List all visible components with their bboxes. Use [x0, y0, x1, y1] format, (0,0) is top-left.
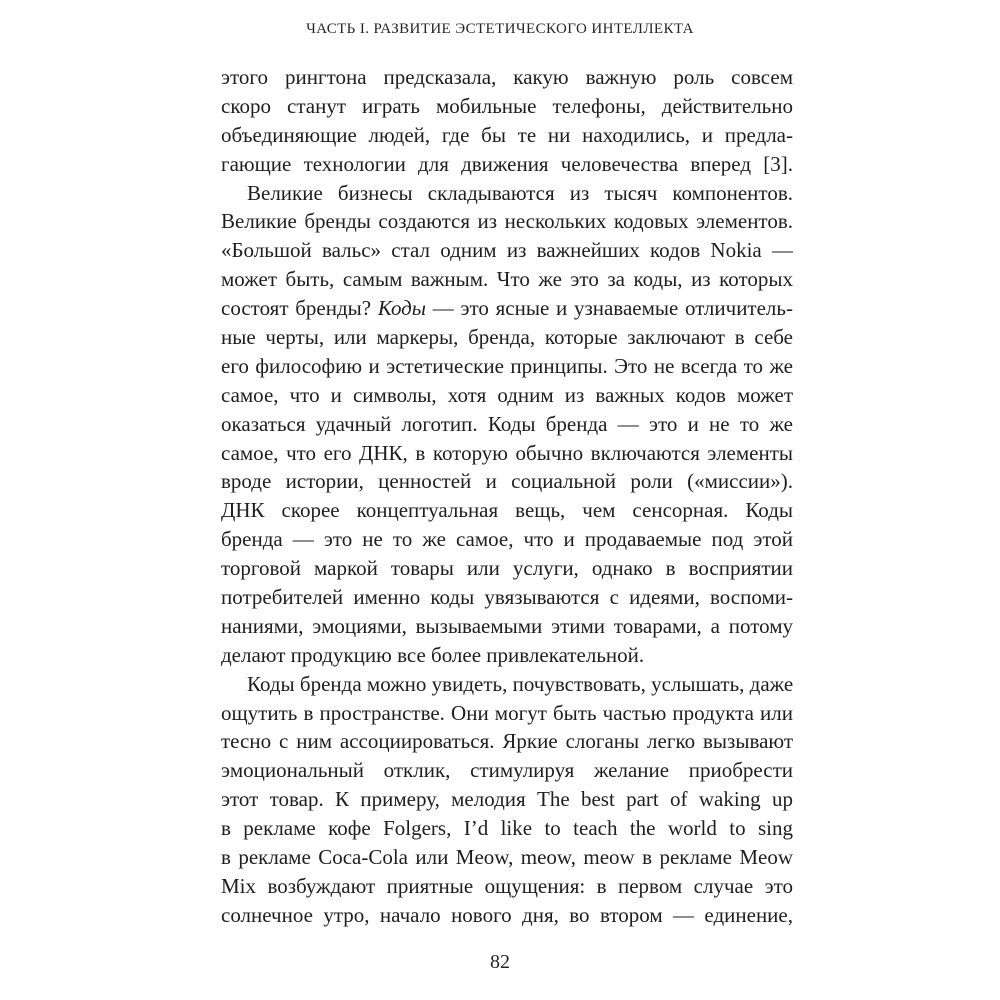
- text-line: Великие бизнесы складываются из тысяч компонентов.: [247, 180, 793, 205]
- text-line: самое, что и символы, хотя одним из важных кодов может: [221, 382, 793, 407]
- text-line: оказаться удачный логотип. Коды бренда — это и не то же: [221, 411, 793, 436]
- text-line: «Большой вальс» стал одним из важнейших кодов Nokia —: [221, 238, 793, 263]
- text-line: тесно с ним ассоциироваться. Яркие слоганы легко вызывают: [221, 729, 793, 754]
- text-line: Коды бренда можно увидеть, почувствовать, услышать, даже: [247, 671, 794, 696]
- text-line: Великие бренды создаются из нескольких кодовых элементов.: [221, 209, 793, 234]
- text-line: ные черты, или маркеры, бренда, которые заключают в себе: [221, 325, 793, 350]
- text-line: объединяющие людей, где бы те ни находились, и предла-: [221, 122, 793, 147]
- text-line: его философию и эстетические принципы. Это не всегда то же: [221, 353, 793, 378]
- text-line: ДНК скорее концептуальная вещь, чем сенсорная. Коды: [221, 498, 793, 523]
- text-line: в рекламе Coca-Cola или Meow, meow, meow в рекламе Meow: [221, 845, 793, 870]
- running-header: ЧАСТЬ I. РАЗВИТИЕ ЭСТЕТИЧЕСКОГО ИНТЕЛЛЕКТА: [306, 21, 694, 37]
- text-line: гающие технологии для движения человечества вперед [3].: [221, 151, 793, 176]
- page-number: 82: [490, 951, 510, 973]
- text-line: в рекламе кофе Folgers, I’d like to teach the world to sing: [221, 816, 793, 841]
- text-line: эмоциональный отклик, стимулируя желание приобрести: [221, 758, 793, 783]
- text-line: состоят бренды? Коды — это ясные и узнаваемые отличитель-: [221, 296, 793, 321]
- text-line: делают продукцию все более привлекательной.: [221, 642, 645, 667]
- text-line: вроде истории, ценностей и социальной роли («миссии»).: [221, 469, 793, 494]
- text-line: Mix возбуждают приятные ощущения: в первом случае это: [221, 873, 793, 898]
- text-line: наниями, эмоциями, вызываемыми этими товарами, а потому: [221, 613, 793, 638]
- text-line: солнечное утро, начало нового дня, во втором — единение,: [221, 902, 793, 927]
- text-line: этот товар. К примеру, мелодия The best part of waking up: [221, 787, 793, 812]
- text-line: ощутить в пространстве. Они могут быть частью продукта или: [221, 700, 793, 725]
- text-line: этого рингтона предсказала, какую важную роль совсем: [221, 65, 793, 89]
- text-line: скоро станут играть мобильные телефоны, действительно: [221, 93, 793, 118]
- text-line: может быть, самым важным. Что же это за коды, из которых: [221, 267, 793, 292]
- text-line: потребителей именно коды увязываются с идеями, воспоми-: [221, 585, 793, 610]
- text-line: торговой маркой товары или услуги, однако в восприятии: [221, 556, 793, 581]
- text-line: самое, что его ДНК, в которую обычно включаются элементы: [221, 440, 793, 465]
- body-text: [221, 63, 793, 930]
- text-line: бренда — это не то же самое, что и продаваемые под этой: [221, 527, 793, 552]
